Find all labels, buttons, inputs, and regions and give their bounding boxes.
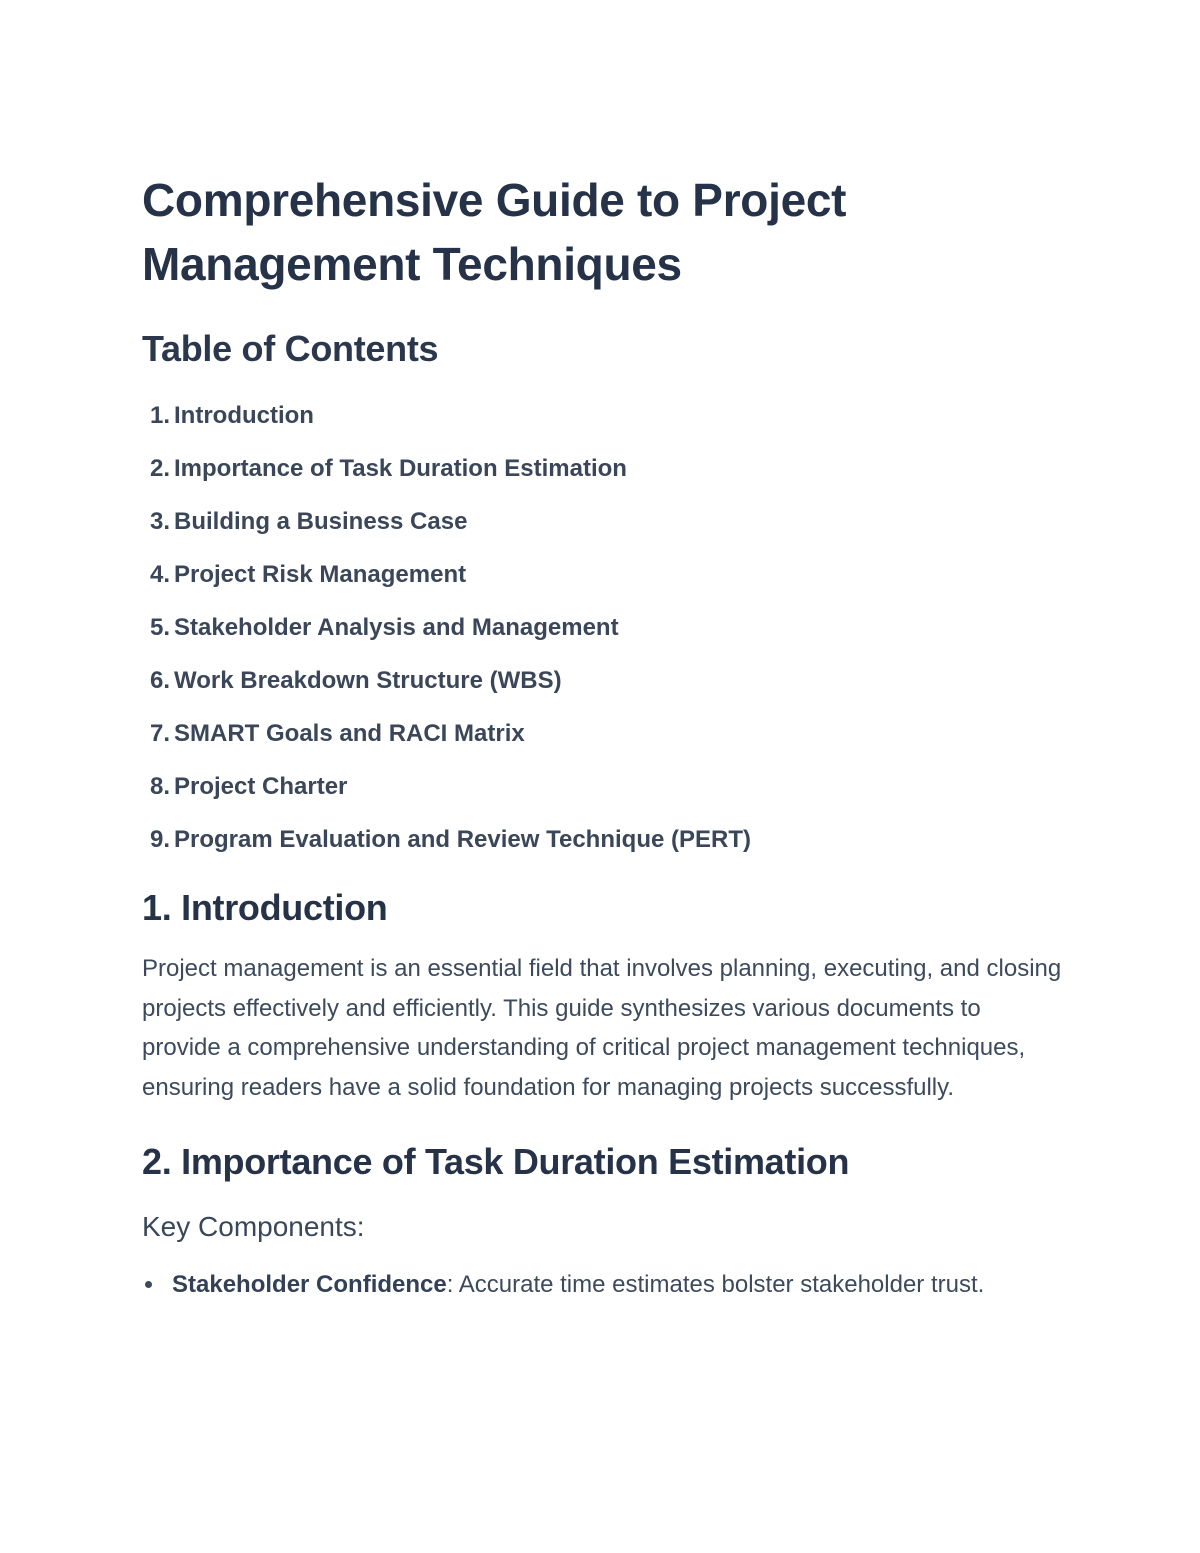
key-components-subheading: Key Components: (142, 1211, 365, 1242)
toc-item-label: Work Breakdown Structure (WBS) (174, 667, 562, 694)
toc-item-label: SMART Goals and RACI Matrix (174, 720, 525, 747)
document-title (142, 168, 1062, 296)
toc-item[interactable] (142, 655, 1062, 708)
toc-item[interactable] (142, 443, 1062, 496)
introduction-paragraph: Project management is an essential field that involves planning, executing, and closing projects effectively and efficiently. This guide synthesizes various documents to provide a comprehensive understanding of critical project management techniques, ensuring readers have a solid foundation for managing projects successfully. (142, 955, 1062, 1101)
toc-item-label: Importance of Task Duration Estimation (174, 455, 627, 482)
toc-item-number: 6. (149, 667, 170, 694)
toc-item-number: 8. (149, 773, 170, 800)
toc-item-number: 4. (149, 561, 170, 588)
document-title-line-2: Management Techniques (142, 238, 682, 290)
toc-item[interactable] (142, 761, 1062, 814)
toc-item-label: Program Evaluation and Review Technique (PERT) (174, 826, 751, 853)
toc-item-label: Building a Business Case (174, 508, 468, 535)
toc-item[interactable] (142, 602, 1062, 655)
toc-item-number: 5. (149, 614, 170, 641)
toc-item-label: Introduction (174, 402, 314, 429)
list-item-text: : Accurate time estimates bolster stakeholder trust. (446, 1271, 985, 1298)
toc-item-label: Project Risk Management (174, 561, 467, 588)
toc-item-number: 2. (149, 455, 170, 482)
list-item (142, 1265, 1062, 1305)
document-title-line-1: Comprehensive Guide to Project (142, 174, 847, 226)
document-page (142, 168, 1062, 1305)
toc-item[interactable] (142, 814, 1062, 867)
table-of-contents (142, 390, 1062, 867)
toc-item-label: Project Charter (174, 773, 348, 800)
toc-heading: Table of Contents (142, 328, 439, 369)
toc-item-number: 1. (149, 402, 170, 429)
section-heading-introduction: 1. Introduction (142, 887, 388, 928)
toc-item-label: Stakeholder Analysis and Management (174, 614, 619, 641)
toc-item[interactable] (142, 549, 1062, 602)
toc-item-number: 3. (149, 508, 170, 535)
toc-item[interactable] (142, 708, 1062, 761)
list-item-term: Stakeholder Confidence (172, 1271, 447, 1298)
toc-item[interactable] (142, 390, 1062, 443)
key-components-list (142, 1265, 1062, 1305)
toc-item[interactable] (142, 496, 1062, 549)
section-heading-task-duration: 2. Importance of Task Duration Estimation (142, 1141, 850, 1182)
toc-item-number: 9. (149, 826, 170, 853)
toc-item-number: 7. (149, 720, 170, 747)
bullet-icon (145, 1281, 152, 1288)
